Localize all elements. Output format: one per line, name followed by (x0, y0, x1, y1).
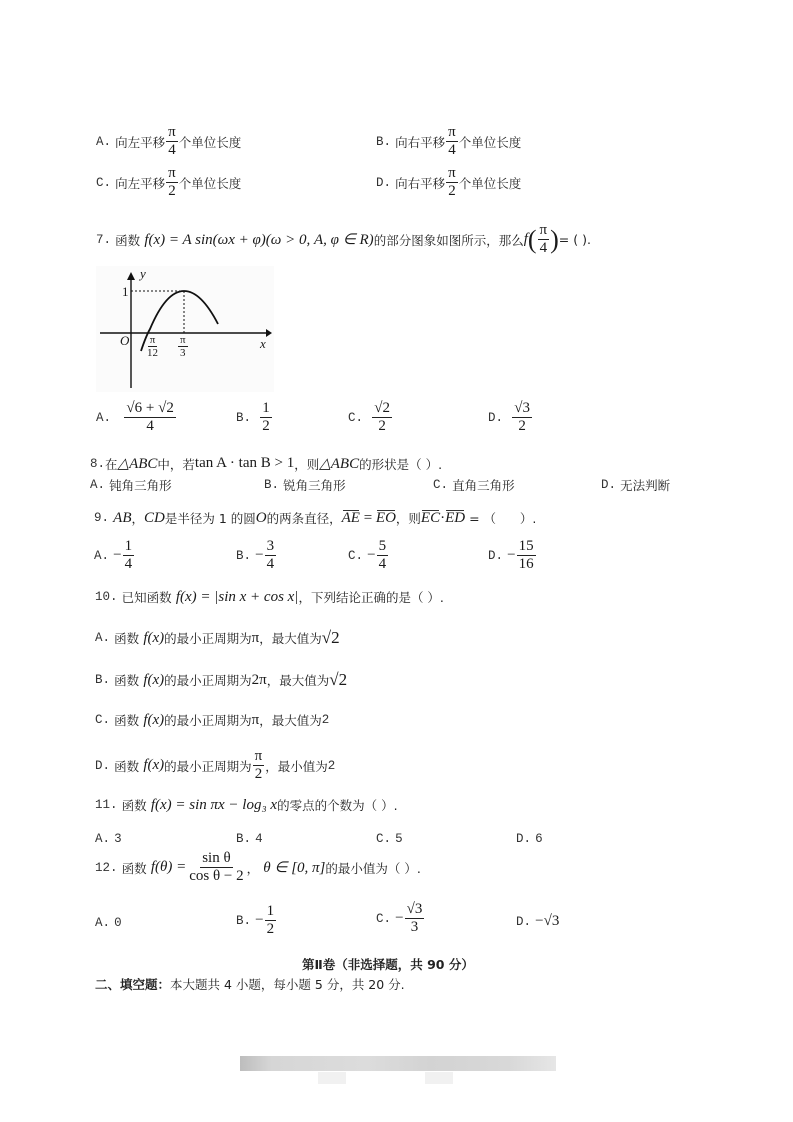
vector-ae: AE (341, 509, 360, 526)
vector-ec: EC (420, 509, 441, 526)
fraction: $\frac{1}{4}$ (124, 538, 133, 572)
origin-label: O (120, 333, 130, 348)
footer-watermark (240, 1056, 556, 1071)
fraction: $\frac{\pi}{4}$ (539, 222, 548, 256)
q7-option-d: D. $\frac{√3}{2}$ (488, 400, 531, 434)
x-tick-pi-3: $\frac{\pi}{3}$ (180, 334, 186, 359)
q11-stem: 11. 函数 f(x) = sin πx − log₃ x 的零点的个数为（ ）. (95, 796, 398, 813)
q10-option-d: D. 函数 f(x) 的最小正周期为 $\frac{\pi}{2}$ ，最小值为 2 (95, 748, 336, 782)
q8-option-b: B. 锐角三角形 (264, 478, 346, 493)
q7-formula: f(x) = A sin(ωx + φ)(ω > 0, A, φ ∈ R) (144, 232, 374, 248)
q7-option-c: C. $\frac{√2}{2}$ (348, 400, 391, 434)
x-axis-label: x (260, 336, 266, 351)
vector-eo: EO (375, 509, 396, 526)
q12-stem: 12. 函数 f(θ) = $\frac{\text{sin θ}}{\text{cos θ − 2}}$ ， θ ∈ [0, π] 的最小值为（ ）. (95, 850, 421, 884)
section-title: 第Ⅱ卷（非选择题，共 90 分） (302, 957, 474, 972)
q11-option-c: C. 5 (376, 831, 403, 846)
y-tick-1: 1 (122, 284, 129, 299)
section-heading: 二、填空题： 本大题共 4 小题，每小题 5 分，共 20 分. (95, 977, 405, 992)
fraction: $\frac{√3}{3}$ (406, 901, 423, 935)
q12-option-b: B. − $\frac{1}{2}$ (236, 903, 275, 937)
q7-option-a: A. $\frac{√6 + √2}{4}$ (96, 400, 174, 434)
q10-stem: 10. 已知函数 f(x) = |sin x + cos x| ，下列结论正确的是（ ）. (95, 588, 444, 605)
q12-option-c: C. − $\frac{√3}{3}$ (376, 901, 423, 935)
fraction: $\frac{\pi}{2}$ (254, 748, 263, 782)
q11-option-a: A. 3 (95, 831, 122, 846)
fraction: $\frac{15}{16}$ (518, 538, 534, 572)
q6-option-c: C. 向左平移 $\frac{\pi}{2}$ 个单位长度 (96, 165, 242, 199)
q11-option-d: D. 6 (516, 831, 543, 846)
fraction: $\frac{\pi}{4}$ (448, 124, 456, 158)
fraction: $\frac{\pi}{2}$ (168, 165, 176, 199)
q6-option-b: B. 向右平移 $\frac{\pi}{4}$ 个单位长度 (376, 124, 522, 158)
q7-stem: 7. 函数 f(x) = A sin(ωx + φ)(ω > 0, A, φ ∈ R) 的部分图象如图所示，那么 f ( $\frac{\pi}{4}$ ) = ( ). (96, 222, 591, 256)
fraction: $\frac{1}{2}$ (262, 400, 270, 434)
y-axis-label: y (140, 266, 146, 281)
q6-option-a: A. 向左平移 $\frac{\pi}{4}$ 个单位长度 (96, 124, 242, 158)
vector-ed: ED (445, 509, 466, 526)
fraction: $\frac{\pi}{2}$ (448, 165, 456, 199)
fraction: $\frac{√3}{2}$ (514, 400, 531, 434)
q7-function-graph (96, 266, 274, 392)
q11-option-b: B. 4 (236, 831, 263, 846)
q10-option-c: C. 函数 f(x) 的最小正周期为 π ，最大值为 2 (95, 711, 330, 728)
q9-option-d: D. − $\frac{15}{16}$ (488, 538, 534, 572)
fraction: $\frac{\pi}{4}$ (168, 124, 176, 158)
q10-option-a: A. 函数 f(x) 的最小正周期为 π ，最大值为 √2 (95, 628, 340, 647)
q11-formula: f(x) = sin πx − log₃ x (150, 796, 278, 813)
q9-stem: 9. AB ， CD 是半径为 1 的圆 O 的两条直径， AE = EO ，则 EC · ED = （ ）. (94, 509, 537, 526)
q10-formula: f(x) = |sin x + cos x| (175, 588, 299, 605)
q12-fraction: $\frac{\text{sin θ}}{\text{cos θ − 2}}$ (189, 850, 244, 884)
fraction: $\frac{1}{2}$ (266, 903, 275, 937)
q8-option-d: D. 无法判断 (601, 478, 671, 493)
q8-stem: 8. 在 △ABC 中，若 tan A · tan B > 1 ，则 △ABC 的形状是（ ）. (90, 455, 443, 472)
q12-option-d: D. −√3 (516, 913, 560, 929)
footer-watermark-sub (425, 1072, 453, 1084)
fraction: $\frac{√6 + √2}{4}$ (126, 400, 174, 434)
q10-option-b: B. 函数 f(x) 的最小正周期为 2π ，最大值为 √2 (95, 670, 348, 689)
q8-formula: tan A · tan B > 1 (194, 455, 295, 471)
q9-option-c: C. − $\frac{5}{4}$ (348, 538, 387, 572)
q9-option-b: B. − $\frac{3}{4}$ (236, 538, 275, 572)
x-tick-pi-12: $\frac{\pi}{12}$ (147, 334, 158, 359)
q8-option-a: A. 钝角三角形 (90, 478, 172, 493)
fraction: $\frac{5}{4}$ (378, 538, 387, 572)
fraction: $\frac{3}{4}$ (266, 538, 275, 572)
q7-option-b: B. $\frac{1}{2}$ (236, 400, 270, 434)
q8-option-c: C. 直角三角形 (433, 478, 515, 493)
q12-option-a: A. 0 (95, 915, 122, 930)
footer-watermark-sub (318, 1072, 346, 1084)
q6-option-d: D. 向右平移 $\frac{\pi}{2}$ 个单位长度 (376, 165, 522, 199)
fraction: $\frac{√2}{2}$ (374, 400, 391, 434)
q9-option-a: A. − $\frac{1}{4}$ (94, 538, 133, 572)
